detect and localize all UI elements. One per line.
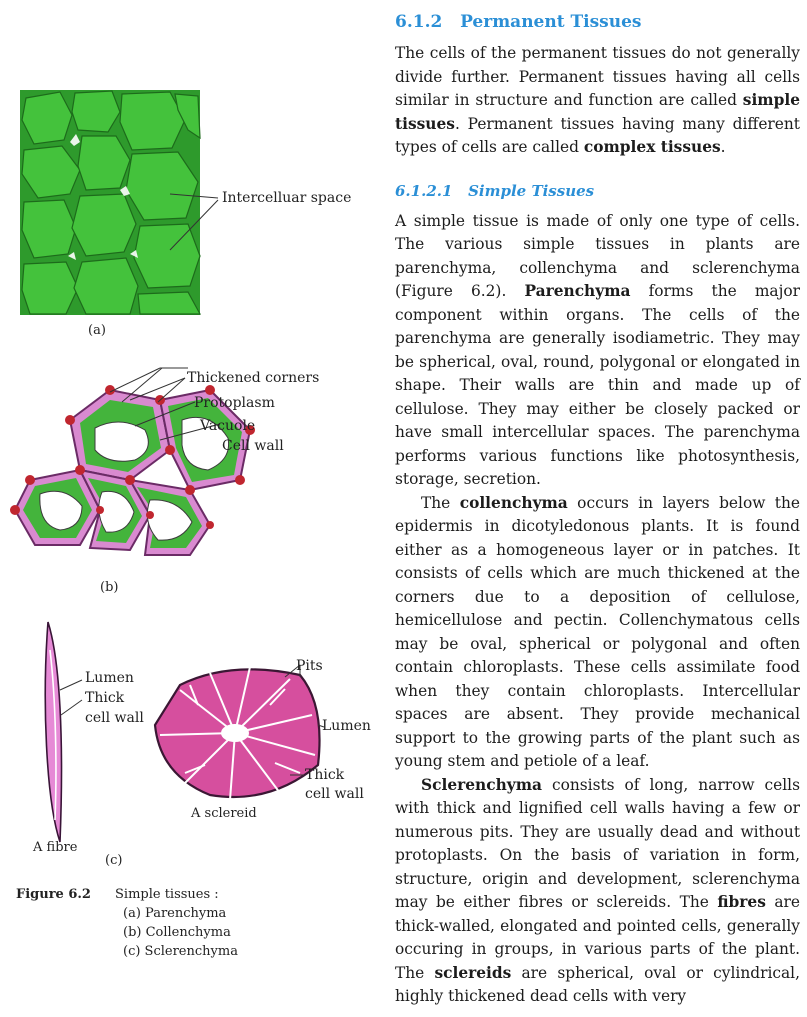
bold-term: sclereids	[434, 963, 512, 982]
fibre-lumen-label: Lumen	[85, 670, 134, 686]
text-run: are spherical, oval or cylindrical, highly thickened dead cells with very	[395, 963, 800, 1005]
text-run: occurs in layers below the epidermis in dicotyledonous plants. It is found either as a homogeneous layer or in patches. It consists of cells which are much thickened at the corners due to a deposition of cellulose, hemicellulose and pectin. Collenchymatous cells may be oval, spherical or polygonal and often contain chloroplasts. These cells assimilate food when they contain chloroplasts. Intercellular spaces are absent. They provide mechanical support to the growing parts of the plant such as young stem and petiole of a leaf.	[395, 493, 800, 770]
panel-c-label: (c)	[105, 853, 123, 868]
fibre-diagram	[30, 620, 90, 850]
section-heading	[395, 12, 800, 32]
fibre-cell-wall-label: cell wall	[85, 710, 144, 726]
sclereid-name: A sclereid	[191, 806, 257, 821]
simple-tissues-paragraph	[395, 210, 800, 492]
bold-term: Parenchyma	[524, 282, 631, 300]
sclereid-lumen-label: Lumen	[322, 718, 371, 734]
section-title: Permanent Tissues	[460, 12, 642, 32]
bold-term: simple tissues	[395, 91, 800, 133]
text-run: forms the major component within organs. The cells of the parenchyma are generally isodiametric. They may be spherical, oval, round, polygonal or elongated in shape. Their walls are thin and made up of cellulose. They may either be closely packed or have small intercellular spaces. The parenchyma performs various functions like photosynthesis, storage, secretion.	[395, 282, 801, 488]
intercellular-space-label: Intercelluar space	[222, 190, 352, 206]
panel-b-label: (b)	[100, 580, 119, 595]
panel-a-label: (a)	[88, 323, 106, 338]
fibre-thick-label: Thick	[85, 690, 125, 706]
caption-item-collenchyma: (b) Collenchyma	[123, 925, 231, 940]
subsection-title: Simple Tissues	[468, 181, 595, 200]
text-run: A simple tissue is made of only one type of cells. The various simple tissues in plants are parenchyma, collenchyma and sclerenchyma (Figure 6.2).	[395, 211, 800, 300]
parenchyma-diagram	[20, 90, 220, 320]
text-run: are thick-walled, elongated and pointed cells, generally occuring in groups, in various parts of the plant. The	[395, 893, 800, 982]
permanent-tissues-paragraph	[395, 42, 800, 160]
protoplasm-label: Protoplasm	[194, 395, 275, 411]
section-number: 6.1.2	[395, 12, 443, 32]
sclerenchyma-paragraph	[395, 774, 800, 1009]
figure-caption-title: Simple tissues :	[115, 887, 219, 902]
bold-term: fibres	[717, 893, 766, 911]
caption-item-parenchyma: (a) Parenchyma	[123, 906, 227, 921]
cell-wall-label: Cell wall	[222, 438, 284, 454]
thickened-corners-label: Thickened corners	[187, 370, 320, 386]
text-run: consists of long, narrow cells with thick and lignified cell walls having a few or numerous pits. They are usually dead and without protoplasts. On the basis of variation in form, structure, origin and development, sclerenchyma may be either fibres or sclereids. The	[395, 775, 800, 911]
text-column	[395, 12, 800, 1009]
subsection-heading	[395, 182, 800, 200]
text-run: .	[720, 138, 726, 156]
text-run: . Permanent tissues having many different types of cells are called	[395, 114, 800, 156]
pits-label: Pits	[296, 658, 323, 674]
subsection-number: 6.1.2.1	[395, 181, 453, 200]
sclereid-cell-wall-label: cell wall	[305, 786, 364, 802]
bold-term: collenchyma	[459, 493, 568, 512]
collenchyma-diagram	[10, 360, 270, 550]
vacuole-label: Vacuole	[200, 418, 256, 434]
sclereid-thick-label: Thick	[305, 767, 345, 783]
text-run: The cells of the permanent tissues do not generally divide further. Permanent tissues having all cells similar in structure and function are called	[395, 44, 800, 109]
bold-term: Sclerenchyma	[421, 775, 542, 794]
text-run: The	[421, 493, 460, 512]
figure-caption-label: Figure 6.2	[16, 887, 91, 902]
collenchyma-paragraph	[395, 492, 800, 774]
bold-term: complex tissues	[583, 138, 721, 156]
fibre-name: A fibre	[33, 840, 78, 855]
caption-item-sclerenchyma: (c) Sclerenchyma	[123, 944, 238, 959]
